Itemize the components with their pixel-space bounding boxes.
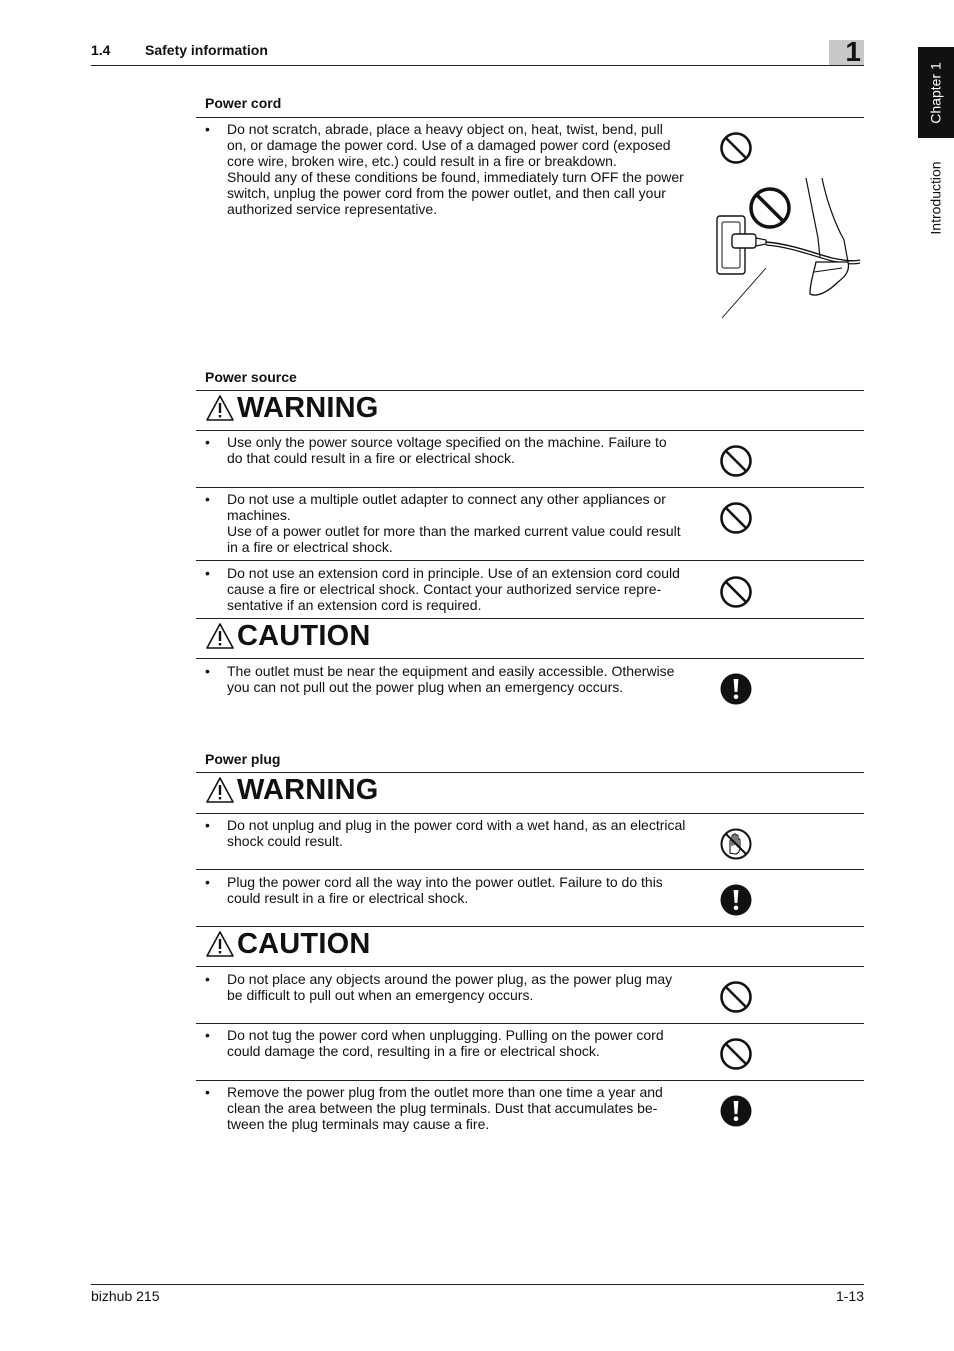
bullet: • [205,121,210,137]
item-text: Do not use a multiple outlet adapter to connect any other appliances or machines. Use of a power outlet for more than the marked current value could result in a fire or electrical shock. [227,491,681,555]
side-tab-section-label: Introduction [928,161,945,235]
chapter-number: 1 [845,36,861,67]
bullet: • [205,434,210,450]
warning-triangle-icon [205,776,235,804]
prohibition-icon [719,131,753,165]
footer-page-number: 1-13 [835,1288,864,1304]
header-rule [91,65,864,66]
footer-product-name: bizhub 215 [91,1288,160,1304]
section-rule [196,117,864,118]
prohibition-icon [719,575,753,609]
side-tab-chapter-label: Chapter 1 [928,61,945,124]
list-item [205,565,695,613]
item-rule [196,966,864,967]
list-item [205,121,695,217]
item-text: Do not place any objects around the power plug, as the power plug may be difficult to pull out when an emergency occurs. [227,971,673,1003]
bullet: • [205,874,210,890]
item-rule [196,430,864,431]
item-rule [196,658,864,659]
chapter-number-box [829,36,864,67]
prohibition-icon [719,501,753,535]
no-wet-hands-icon [719,827,753,861]
caution-label: CAUTION [237,620,371,652]
prohibition-icon [719,444,753,478]
warning-banner [205,773,379,807]
section-title-power-source: Power source [205,369,297,385]
bullet: • [205,663,210,679]
item-rule [196,869,864,870]
list-item [205,817,695,849]
bullet: • [205,491,210,507]
item-text: Use only the power source voltage specified on the machine. Failure to do that could result in a fire or electrical shock. [227,434,667,466]
bullet: • [205,1084,210,1100]
damaged-cord-illustration-icon [710,178,864,320]
header-section-number: 1.4 [91,42,111,58]
prohibition-icon [719,980,753,1014]
bullet: • [205,565,210,581]
footer-rule [91,1284,864,1285]
item-text: Plug the power cord all the way into the power outlet. Failure to do this could result in a fire or electrical shock. [227,874,663,906]
prohibition-icon [719,1037,753,1071]
caution-label: CAUTION [237,928,371,960]
header-section-title: Safety information [145,42,268,58]
warning-label: WARNING [237,392,379,424]
chapter-side-tab [918,47,954,138]
section-title-power-cord: Power cord [205,95,282,111]
section-title-power-plug: Power plug [205,751,281,767]
list-item [205,1084,695,1132]
item-text: Do not tug the power cord when unplugging. Pulling on the power cord could damage the cord, resulting in a fire or electrical shock. [227,1027,664,1059]
item-rule [196,487,864,488]
warning-banner [205,391,379,425]
item-text: Do not use an extension cord in principle. Use of an extension cord could cause a fire or electrical shock. Contact your authorized service repre- sentative if an extension cord is required. [227,565,680,613]
list-item [205,663,695,695]
item-rule [196,560,864,561]
item-text: Do not scratch, abrade, place a heavy object on, heat, twist, bend, pull on, or damage the power cord. Use of a damaged power cord (exposed core wire, broken wire, etc.) could result in a fire or breakdown. Should any of these conditions be found, immediately turn OFF the power switch, unplug the power cord from the power outlet, and then call your authorized service representative. [227,121,684,217]
item-rule [196,1080,864,1081]
list-item [205,971,695,1003]
item-text: Do not unplug and plug in the power cord with a wet hand, as an electrical shock could result. [227,817,686,849]
item-rule [196,1023,864,1024]
item-text: The outlet must be near the equipment and easily accessible. Otherwise you can not pull out the power plug when an emergency occurs. [227,663,675,695]
bullet: • [205,971,210,987]
mandatory-action-icon [719,883,753,917]
side-tab-section [918,152,954,244]
caution-banner [205,927,371,961]
list-item [205,874,695,906]
caution-triangle-icon [205,622,235,650]
mandatory-action-icon [719,1094,753,1128]
list-item [205,1027,695,1059]
warning-triangle-icon [205,394,235,422]
caution-banner [205,619,371,653]
list-item [205,491,695,555]
caution-triangle-icon [205,930,235,958]
item-text: Remove the power plug from the outlet more than one time a year and clean the area between the plug terminals. Dust that accumulates be- tween the plug terminals may cause a fire. [227,1084,663,1132]
bullet: • [205,1027,210,1043]
list-item [205,434,695,466]
item-rule [196,813,864,814]
mandatory-action-icon [719,672,753,706]
warning-label: WARNING [237,774,379,806]
bullet: • [205,817,210,833]
